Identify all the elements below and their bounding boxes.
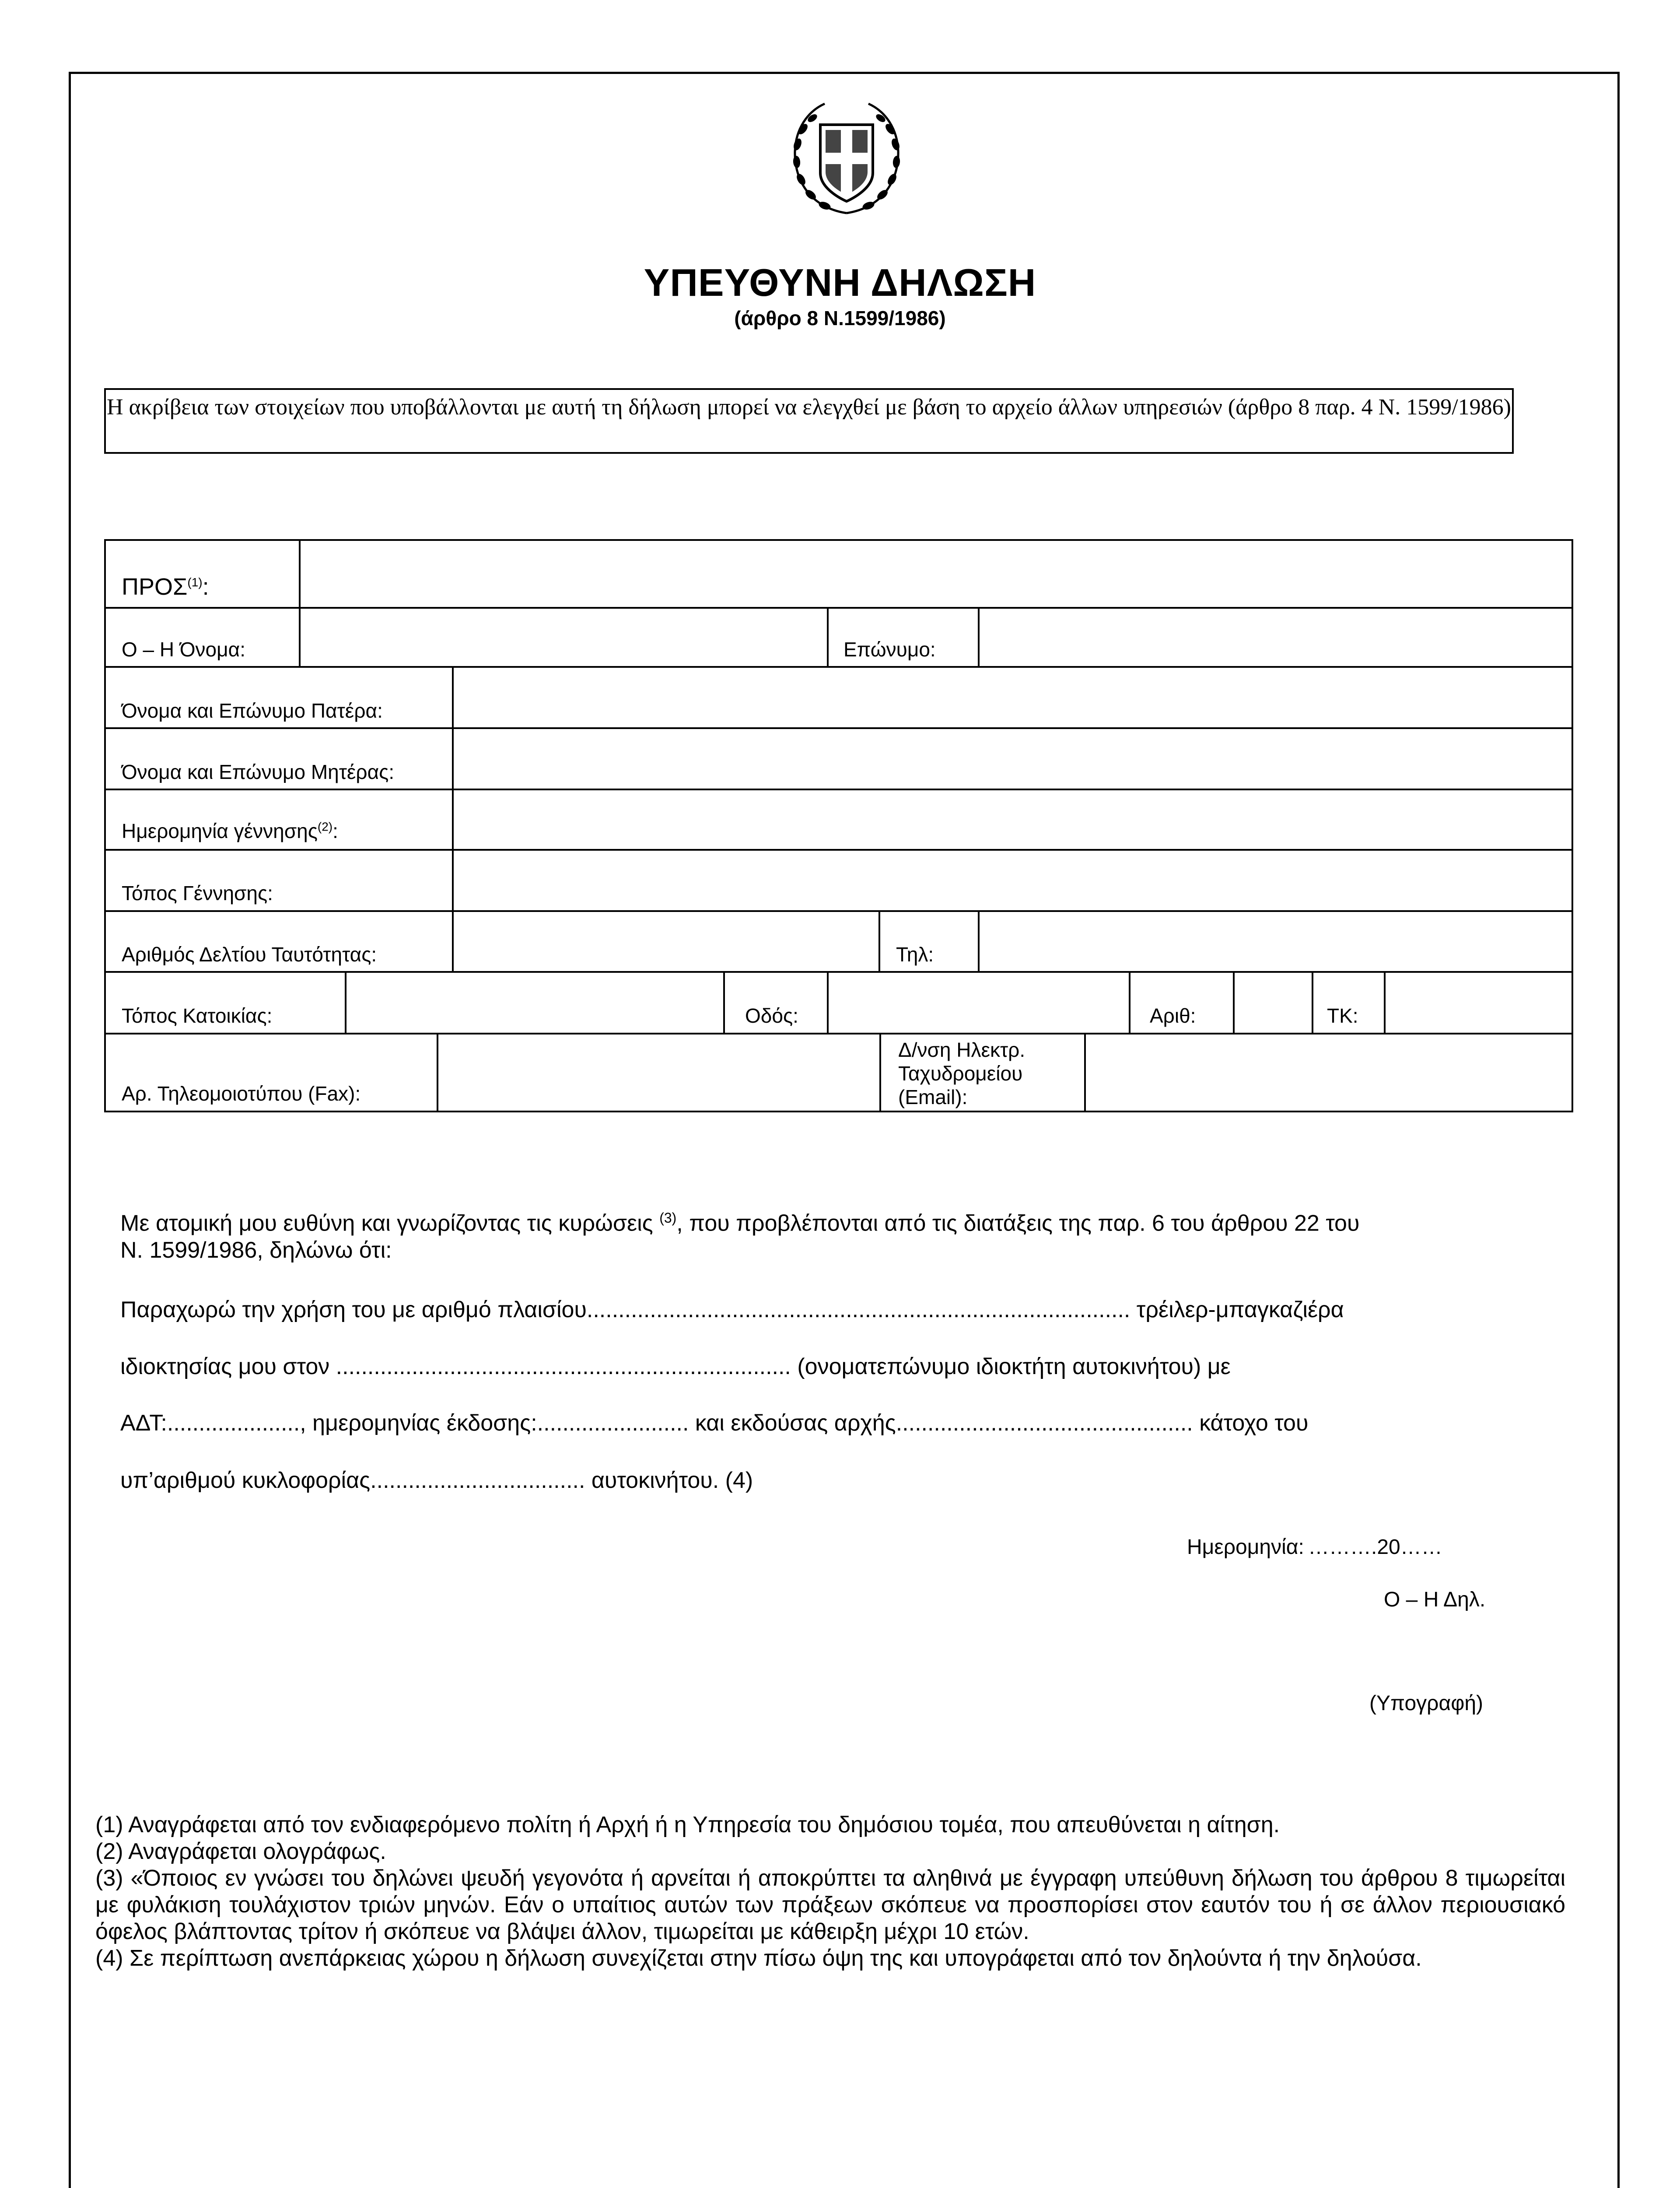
to-input[interactable] — [301, 541, 1572, 607]
mother-name-label: Όνομα και Επώνυμο Μητέρας: — [122, 761, 395, 783]
declaration-intro: Με ατομική μου ευθύνη και γνωρίζοντας τις κυρώσεις $^{(3)}$, που προβλέπονται από τις διατάξεις της παρ. 6 του άρθρου 22 του Ν. 1599/1986, δηλώνω ότι: — [120, 1210, 1360, 1263]
street-label: Οδός: — [745, 1004, 798, 1027]
declaration-line-4: υπ’αριθμού κυκλοφορίας.................................. αυτοκινήτου. (4) — [120, 1468, 753, 1493]
date-of-birth-label: Ημερομηνία γέννησης$^{(2)}$: — [122, 820, 338, 842]
date-label: Ημερομηνία: — [1187, 1536, 1304, 1559]
declaration-line-3: ΑΔΤ:....................., ημερομηνίας έκδοσης:........................ και εκδούσας αρχής............................................... κάτοχο του — [120, 1410, 1309, 1436]
phone-label: Τηλ: — [896, 943, 934, 966]
footnote-4: (4) Σε περίπτωση ανεπάρκειας χώρου η δήλωση συνεχίζεται στην πίσω όψη της και υπογράφεται από τον δηλούντα ή την δηλούσα. — [95, 1946, 1422, 1971]
postcode-input[interactable] — [1386, 973, 1572, 1033]
street-number-input[interactable] — [1235, 973, 1312, 1033]
footnote-2: (2) Αναγράφεται ολογράφως. — [95, 1839, 386, 1864]
declaration-line-1: Παραχωρώ την χρήση του με αριθμό πλαισίου...................................................................................... τρέιλερ-μπαγκαζιέρα — [120, 1297, 1344, 1322]
footnotes — [95, 1812, 1565, 1972]
id-number-label: Αριθμός Δελτίου Ταυτότητας: — [122, 943, 377, 966]
date-value[interactable]: ……….20…… — [1308, 1536, 1442, 1559]
mother-name-input[interactable] — [454, 729, 1572, 789]
signature-label: (Υπογραφή) — [1369, 1692, 1483, 1715]
residence-label: Τόπος Κατοικίας: — [122, 1004, 273, 1027]
email-label: Δ/νση Ηλεκτρ. Ταχυδρομείου (Email): — [898, 1038, 1026, 1108]
street-input[interactable] — [829, 973, 1129, 1033]
residence-input[interactable] — [346, 973, 723, 1033]
declarant-label: Ο – Η Δηλ. — [1384, 1588, 1486, 1611]
document-title: ΥΠΕΥΘΥΝΗ ΔΗΛΩΣΗ — [644, 261, 1036, 304]
first-name-label: Ο – Η Όνομα: — [122, 638, 246, 661]
footnote-1: (1) Αναγράφεται από τον ενδιαφερόμενο πολίτη ή Αρχή ή η Υπηρεσία του δημόσιου τομέα, που απευθύνεται η αίτηση. — [95, 1812, 1280, 1837]
id-number-input[interactable] — [454, 912, 878, 971]
accuracy-notice: Η ακρίβεια των στοιχείων που υποβάλλονται με αυτή τη δήλωση μπορεί να ελεγχθεί με βάση το αρχείο άλλων υπηρεσιών (άρθρο 8 παρ. 4 Ν. 1599/1986) — [104, 388, 1514, 454]
footnote-3: (3) «Όποιος εν γνώσει του δηλώνει ψευδή γεγονότα ή αρνείται ή αποκρύπτει τα αληθινά με έγγραφη υπεύθυνη δήλωση του άρθρου 8 τιμωρείται με φυλάκιση τουλάχιστον τριών μηνών. Εάν ο υπαίτιος αυτών των πράξεων σκόπευε να προσπορίσει στον εαυτόν του ή σε άλλον περιουσιακό όφελος βλάπτοντας τρίτον ή σκόπευε να βλάψει άλλον, τιμωρείται με κάθειρξη μέχρι 10 ετών. — [95, 1865, 1565, 1944]
declarant-details-form — [104, 539, 1573, 1112]
father-name-input[interactable] — [454, 668, 1572, 727]
declaration-line-2: ιδιοκτησίας μου στον ........................................................................ (ονοματεπώνυμο ιδιοκτήτη αυτοκινήτου) με — [120, 1354, 1231, 1379]
fax-input[interactable] — [438, 1034, 879, 1111]
greek-coat-of-arms-icon — [785, 98, 908, 217]
birthplace-label: Τόπος Γέννησης: — [122, 882, 273, 905]
surname-label: Επώνυμο: — [844, 638, 936, 661]
email-input[interactable] — [1086, 1034, 1572, 1111]
document-subtitle: (άρθρο 8 Ν.1599/1986) — [734, 307, 946, 330]
date-of-birth-input[interactable] — [454, 790, 1572, 849]
father-name-label: Όνομα και Επώνυμο Πατέρα: — [122, 699, 383, 722]
postcode-label: ΤΚ: — [1327, 1004, 1358, 1027]
first-name-input[interactable] — [301, 609, 827, 666]
street-number-label: Αριθ: — [1150, 1004, 1196, 1027]
surname-input[interactable] — [980, 609, 1572, 666]
birthplace-input[interactable] — [454, 851, 1572, 910]
fax-label: Αρ. Τηλεομοιοτύπου (Fax): — [122, 1082, 361, 1105]
to-label: ΠΡΟΣ$^{(1)}$: — [122, 574, 209, 600]
phone-input[interactable] — [980, 912, 1572, 971]
